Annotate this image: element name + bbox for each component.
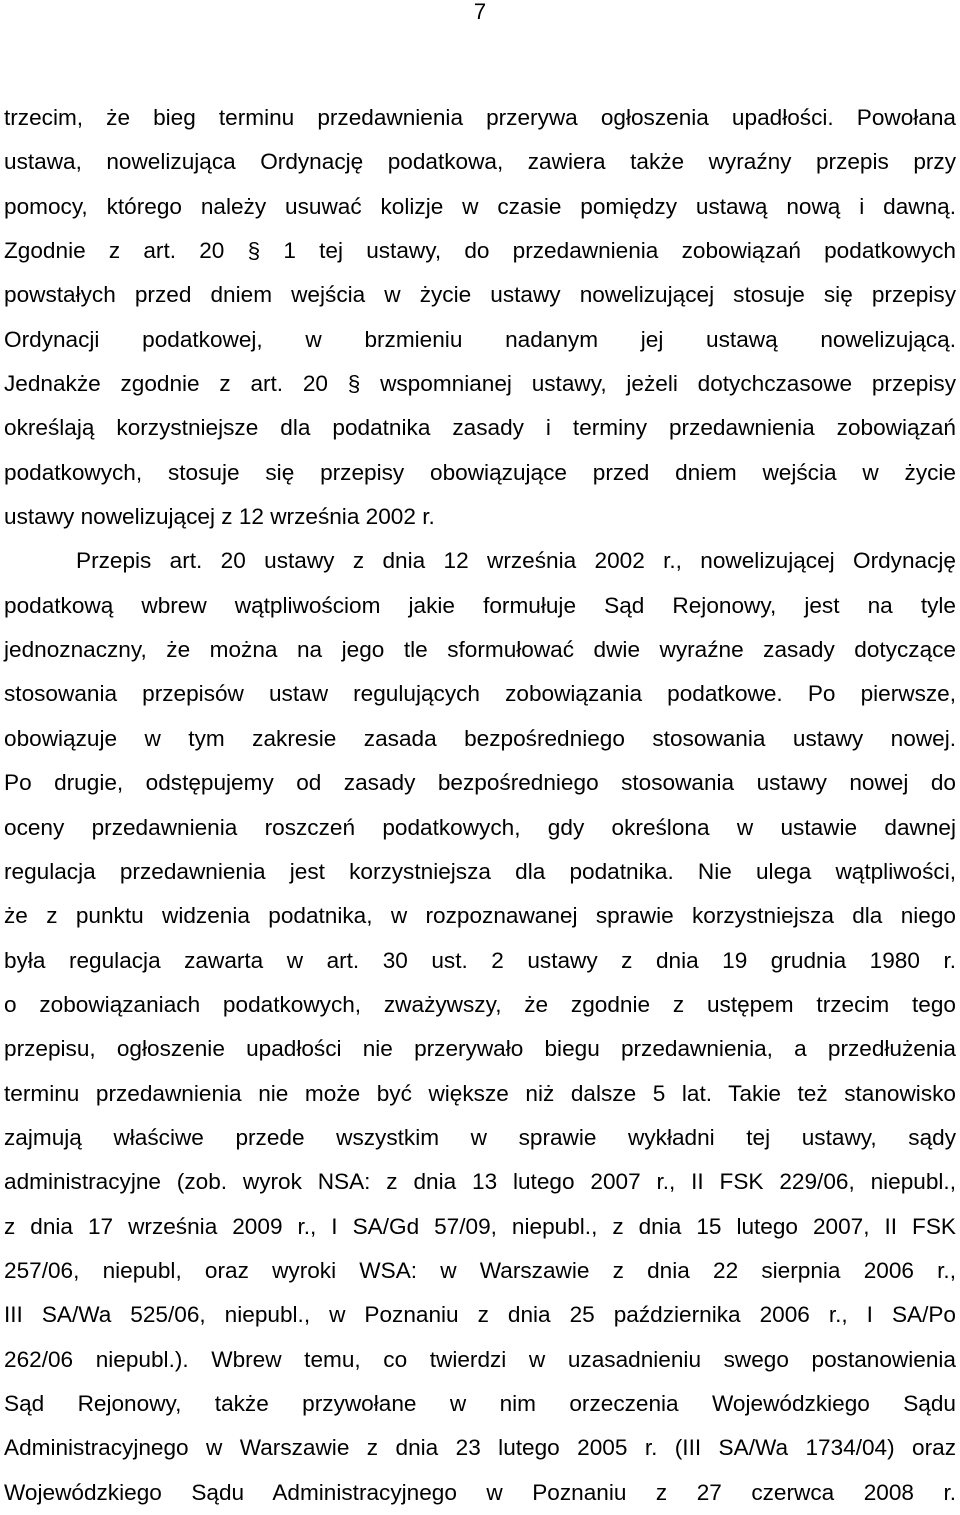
text-line: stosowania przepisów ustaw regulujących zobowiązania podatkowe. Po pierwsze,: [4, 681, 956, 707]
text-line: Administracyjnego w Warszawie z dnia 23 lutego 2005 r. (III SA/Wa 1734/04) oraz: [4, 1435, 956, 1461]
text-line: Po drugie, odstępujemy od zasady bezpośredniego stosowania ustawy nowej do: [4, 770, 956, 796]
text-line: z dnia 17 września 2009 r., I SA/Gd 57/09, niepubl., z dnia 15 lutego 2007, II FSK: [4, 1213, 956, 1239]
document-body: [4, 96, 956, 1515]
text-line: III SA/Wa 525/06, niepubl., w Poznaniu z dnia 25 października 2006 r., I SA/Po: [4, 1302, 956, 1328]
text-line: pomocy, którego należy usuwać kolizje w czasie pomiędzy ustawą nową i dawną.: [4, 193, 956, 219]
text-line: 262/06 niepubl.). Wbrew temu, co twierdzi w uzasadnieniu swego postanowienia: [4, 1346, 956, 1372]
text-line: oceny przedawnienia roszczeń podatkowych, gdy określona w ustawie dawnej: [4, 814, 956, 840]
text-line: powstałych przed dniem wejścia w życie ustawy nowelizującej stosuje się przepisy: [4, 282, 956, 308]
text-line: o zobowiązaniach podatkowych, zważywszy, że zgodnie z ustępem trzecim tego: [4, 991, 956, 1017]
text-line: Zgodnie z art. 20 § 1 tej ustawy, do przedawnienia zobowiązań podatkowych: [4, 238, 956, 264]
text-line: regulacja przedawnienia jest korzystniejsza dla podatnika. Nie ulega wątpliwości,: [4, 858, 956, 884]
text-line: Ordynacji podatkowej, w brzmieniu nadanym jej ustawą nowelizującą.: [4, 326, 956, 352]
text-line: była regulacja zawarta w art. 30 ust. 2 ustawy z dnia 19 grudnia 1980 r.: [4, 947, 956, 973]
text-line: ustawa, nowelizująca Ordynację podatkowa, zawiera także wyraźny przepis przy: [4, 149, 956, 175]
text-line: Przepis art. 20 ustawy z dnia 12 września 2002 r., nowelizującej Ordynację: [76, 548, 956, 574]
text-line: ustawy nowelizującej z 12 września 2002 r.: [4, 504, 435, 530]
text-line: Jednakże zgodnie z art. 20 § wspomnianej ustawy, jeżeli dotychczasowe przepisy: [4, 371, 956, 397]
text-line: Sąd Rejonowy, także przywołane w nim orzeczenia Wojewódzkiego Sądu: [4, 1390, 956, 1416]
text-line: przepisu, ogłoszenie upadłości nie przerywało biegu przedawnienia, a przedłużenia: [4, 1036, 956, 1062]
text-line: podatkowych, stosuje się przepisy obowiązujące przed dniem wejścia w życie: [4, 459, 956, 485]
text-line: określają korzystniejsze dla podatnika zasady i terminy przedawnienia zobowiązań: [4, 415, 956, 441]
page-number: 7: [473, 0, 487, 24]
text-line: terminu przedawnienia nie może być większe niż dalsze 5 lat. Takie też stanowisko: [4, 1080, 956, 1106]
text-line: że z punktu widzenia podatnika, w rozpoznawanej sprawie korzystniejsza dla niego: [4, 903, 956, 929]
text-line: podatkową wbrew wątpliwościom jakie formułuje Sąd Rejonowy, jest na tyle: [4, 592, 956, 618]
text-line: administracyjne (zob. wyrok NSA: z dnia 13 lutego 2007 r., II FSK 229/06, niepubl.,: [4, 1169, 956, 1195]
text-line: Wojewódzkiego Sądu Administracyjnego w Poznaniu z 27 czerwca 2008 r.: [4, 1479, 956, 1505]
text-line: jednoznaczny, że można na jego tle sformułować dwie wyraźne zasady dotyczące: [4, 637, 956, 663]
text-line: zajmują właściwe przede wszystkim w sprawie wykładni tej ustawy, sądy: [4, 1124, 956, 1150]
text-line: 257/06, niepubl, oraz wyroki WSA: w Warszawie z dnia 22 sierpnia 2006 r.,: [4, 1257, 956, 1283]
text-line: trzecim, że bieg terminu przedawnienia przerywa ogłoszenia upadłości. Powołana: [4, 105, 956, 130]
text-line: obowiązuje w tym zakresie zasada bezpośredniego stosowania ustawy nowej.: [4, 725, 956, 751]
